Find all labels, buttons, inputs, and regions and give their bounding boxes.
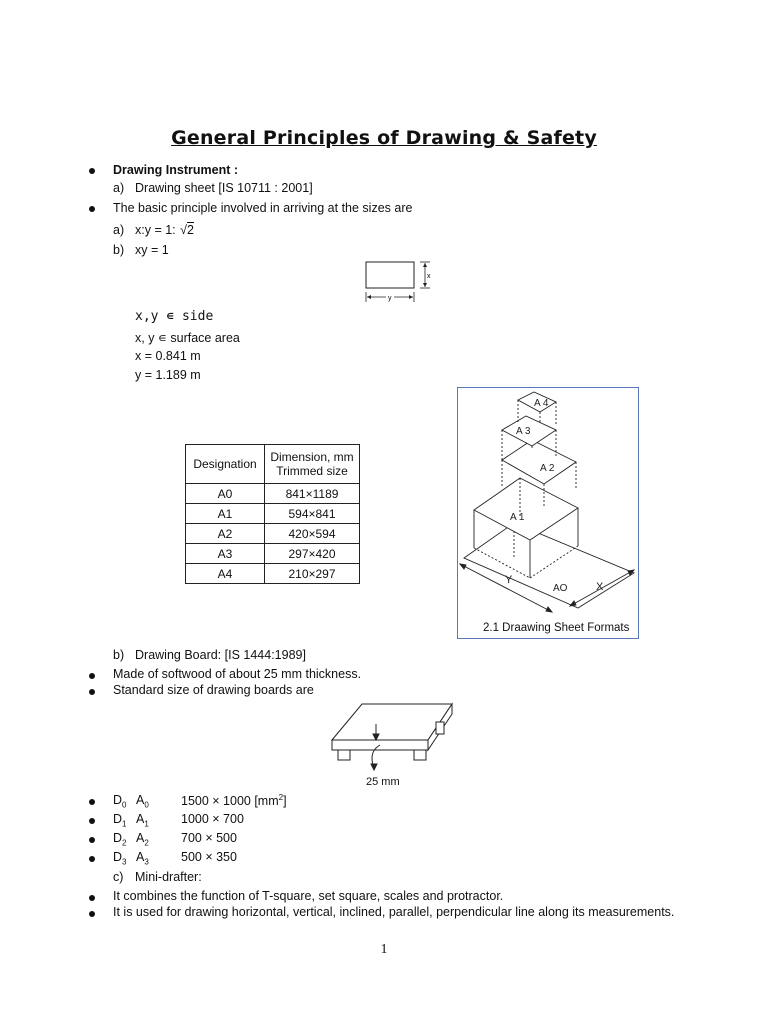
dims-sup: 2 xyxy=(278,793,284,802)
dims-tail: ] xyxy=(283,794,287,809)
bullet xyxy=(89,673,95,679)
d-sub: 0 xyxy=(122,800,127,810)
a-letter: A xyxy=(136,831,145,845)
board-size-dims xyxy=(181,793,287,808)
d-sub: 2 xyxy=(122,838,127,848)
bullet xyxy=(89,206,95,212)
cell-size: 297×420 xyxy=(265,544,360,564)
cell-size: 841×1189 xyxy=(265,484,360,504)
bullet xyxy=(89,799,95,805)
sheet-item: Drawing sheet [IS 10711 : 2001] xyxy=(135,181,313,195)
label-ao: AO xyxy=(553,583,568,594)
drafter-bullet-2: It is used for drawing horizontal, vertical, inclined, parallel, perpendicular line along its measurements. xyxy=(113,905,675,919)
figure-caption: 2.1 Draawing Sheet Formats xyxy=(483,622,630,634)
ratio-a-prefix: x:y = 1: xyxy=(135,223,176,237)
table-row xyxy=(186,484,360,504)
a-sub: 0 xyxy=(144,800,149,810)
bullet xyxy=(89,856,95,862)
board-size-d xyxy=(113,831,126,848)
label-a3: A 3 xyxy=(516,426,531,437)
d-letter: D xyxy=(113,831,123,845)
d-letter: D xyxy=(113,812,123,826)
bullet xyxy=(89,837,95,843)
label-a1: A 1 xyxy=(510,512,525,523)
sqrt-icon: √ xyxy=(180,223,188,237)
d-sub: 3 xyxy=(122,857,127,867)
a-letter: A xyxy=(136,850,145,864)
board-size-a xyxy=(136,850,149,867)
table-row xyxy=(186,524,360,544)
x-value: x = 0.841 m xyxy=(135,349,201,363)
list-marker: a) xyxy=(113,223,125,237)
cell-size: 420×594 xyxy=(265,524,360,544)
bullet xyxy=(89,911,95,917)
a-letter: A xyxy=(136,812,145,826)
board-thickness-label: 25 mm xyxy=(366,776,400,788)
bullet xyxy=(89,818,95,824)
isometric-sheets-drawing xyxy=(458,388,638,638)
bullet xyxy=(89,168,95,174)
ratio-a xyxy=(135,223,194,237)
a-sub: 3 xyxy=(144,857,149,867)
instrument-heading: Drawing Instrument : xyxy=(113,163,239,177)
cell-designation: A2 xyxy=(186,524,265,544)
side-definition: x,y ∊ side xyxy=(135,309,214,324)
list-marker: b) xyxy=(113,648,125,662)
board-size-dims: 1000 × 700 xyxy=(181,812,244,826)
bullet xyxy=(89,895,95,901)
principle-text: The basic principle involved in arriving at the sizes are xyxy=(113,201,413,215)
drafter-bullet-1: It combines the function of T-square, set square, scales and protractor. xyxy=(113,889,504,903)
board-bullet-2: Standard size of drawing boards are xyxy=(113,683,314,697)
ratio-b: xy = 1 xyxy=(135,243,169,257)
page-title: General Principles of Drawing & Safety xyxy=(171,127,597,149)
cell-designation: A3 xyxy=(186,544,265,564)
table-header-row xyxy=(186,445,360,484)
header-dimension xyxy=(265,445,360,484)
label-a4: A 4 xyxy=(534,398,549,409)
list-marker: b) xyxy=(113,243,125,257)
fig-x-label: x xyxy=(427,273,431,280)
a-sub: 2 xyxy=(144,838,149,848)
cell-designation: A1 xyxy=(186,504,265,524)
label-a2: A 2 xyxy=(540,463,555,474)
ratio-a-value: 2 xyxy=(187,223,194,237)
table-row xyxy=(186,504,360,524)
board-size-a xyxy=(136,831,149,848)
header-dimension-line1: Dimension, mm xyxy=(270,450,354,464)
list-marker: a) xyxy=(113,181,125,195)
d-letter: D xyxy=(113,850,123,864)
dims: 1500 × 1000 [mm xyxy=(181,794,279,809)
board-size-d xyxy=(113,850,126,867)
board-size-d xyxy=(113,793,126,810)
d-sub: 1 xyxy=(122,819,127,829)
board-bullet-1: Made of softwood of about 25 mm thickness. xyxy=(113,667,362,681)
drafter-heading: Mini-drafter: xyxy=(135,870,202,884)
label-y: Y xyxy=(505,574,513,586)
d-letter: D xyxy=(113,793,123,807)
board-size-a xyxy=(136,812,149,829)
cell-size: 594×841 xyxy=(265,504,360,524)
board-size-dims: 700 × 500 xyxy=(181,831,237,845)
cell-size: 210×297 xyxy=(265,564,360,584)
table-row xyxy=(186,544,360,564)
label-x: X xyxy=(596,581,604,593)
header-designation: Designation xyxy=(186,445,265,484)
sheet-ratio-figure xyxy=(360,258,440,304)
a-letter: A xyxy=(136,793,145,807)
bullet xyxy=(89,689,95,695)
area-definition: x, y ∊ surface area xyxy=(135,331,240,345)
board-size-a xyxy=(136,793,149,810)
drawing-board-figure xyxy=(328,700,458,772)
sheet-size-table xyxy=(185,444,360,584)
board-heading: Drawing Board: [IS 1444:1989] xyxy=(135,648,306,662)
cell-designation: A4 xyxy=(186,564,265,584)
fig-y-label: y xyxy=(388,295,392,302)
board-size-dims: 500 × 350 xyxy=(181,850,237,864)
header-dimension-line2: Trimmed size xyxy=(276,464,348,478)
sheet-formats-figure xyxy=(457,387,639,639)
list-marker: c) xyxy=(113,870,124,884)
a-sub: 1 xyxy=(144,819,149,829)
cell-designation: A0 xyxy=(186,484,265,504)
table-row xyxy=(186,564,360,584)
page-number: 1 xyxy=(380,942,388,957)
board-size-d xyxy=(113,812,126,829)
y-value: y = 1.189 m xyxy=(135,368,201,382)
